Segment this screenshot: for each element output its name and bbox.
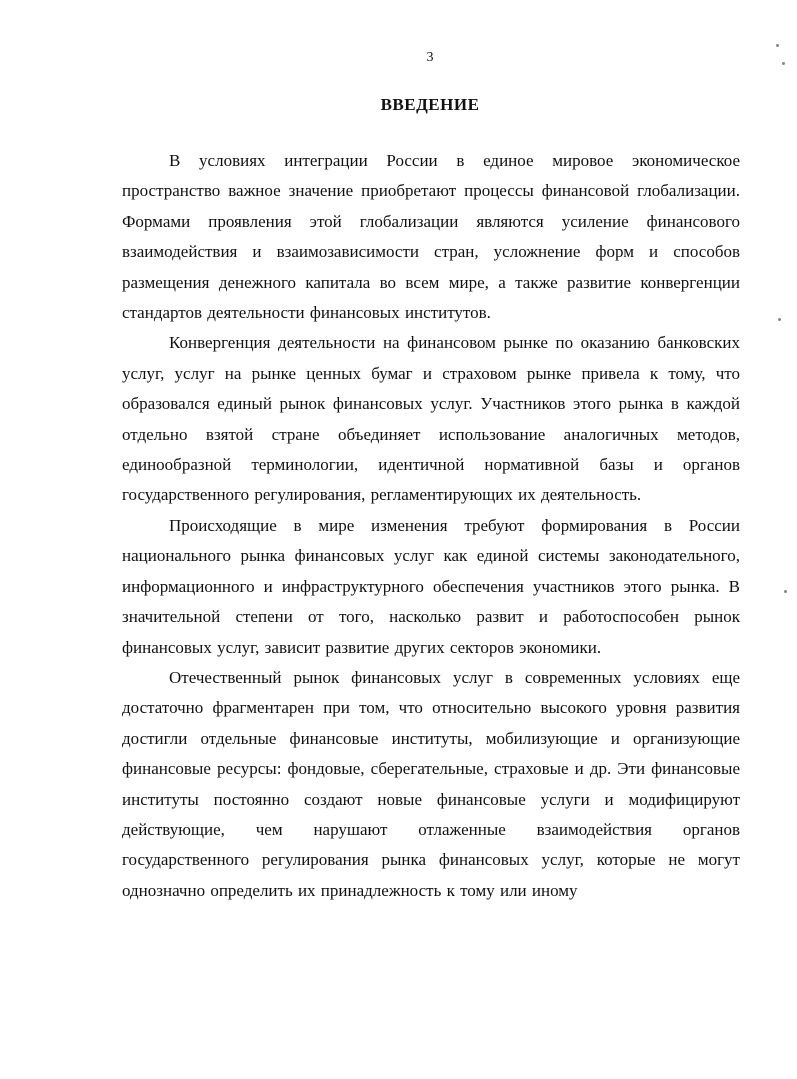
- section-heading: ВВЕДЕНИЕ: [380, 95, 480, 114]
- paragraph-4: Отечественный рынок финансовых услуг в современных условиях еще достаточно фрагментарен при том, что относительно высокого уровня развития достигли отдельные финансовые институты, мобилизующие и организующие финансовые ресурсы: фондовые, сберегательные, страховые и др. Эти финансовые институты постоянно создают новые финансовые услуги и модифицируют действующие, чем нарушают отлаженные взаимодействия органов государственного регулирования рынка финансовых услуг, которые не могут однозначно определить их принадлежность к тому или иному: [122, 667, 740, 900]
- paragraph-2: Конвергенция деятельности на финансовом рынке по оказанию банковских услуг, услуг на рынке ценных бумаг и страховом рынке привела к тому, что образовался единый рынок финансовых услуг. Участников этого рынка в каждой отдельно взятой стране объединяет использование аналогичных методов, единообразной терминологии, идентичной нормативной базы и органов государственного регулирования, регламентирующих их деятельность.: [122, 333, 740, 505]
- paragraph-3: Происходящие в мире изменения требуют формирования в России национального рынка финансовых услуг как единой системы законодательного, информационного и инфраструктурного обеспечения участников этого рынка. В значительной степени от того, насколько развит и работоспособен рынок финансовых услуг, зависит развитие других секторов экономики.: [122, 515, 740, 657]
- page-number: 3: [426, 50, 434, 65]
- scan-speck: [776, 44, 779, 47]
- scan-speck: [784, 590, 787, 593]
- body-text: [122, 146, 740, 906]
- scan-speck: [778, 318, 781, 321]
- scan-speck: [782, 62, 785, 65]
- paragraph-1: В условиях интеграции России в единое мировое экономическое пространство важное значение приобретают процессы финансовой глобализации. Формами проявления этой глобализации являются усиление финансового взаимодействия и взаимозависимости стран, усложнение форм и способов размещения денежного капитала во всем мире, а также развитие конвергенции стандартов деятельности финансовых институтов.: [122, 151, 740, 323]
